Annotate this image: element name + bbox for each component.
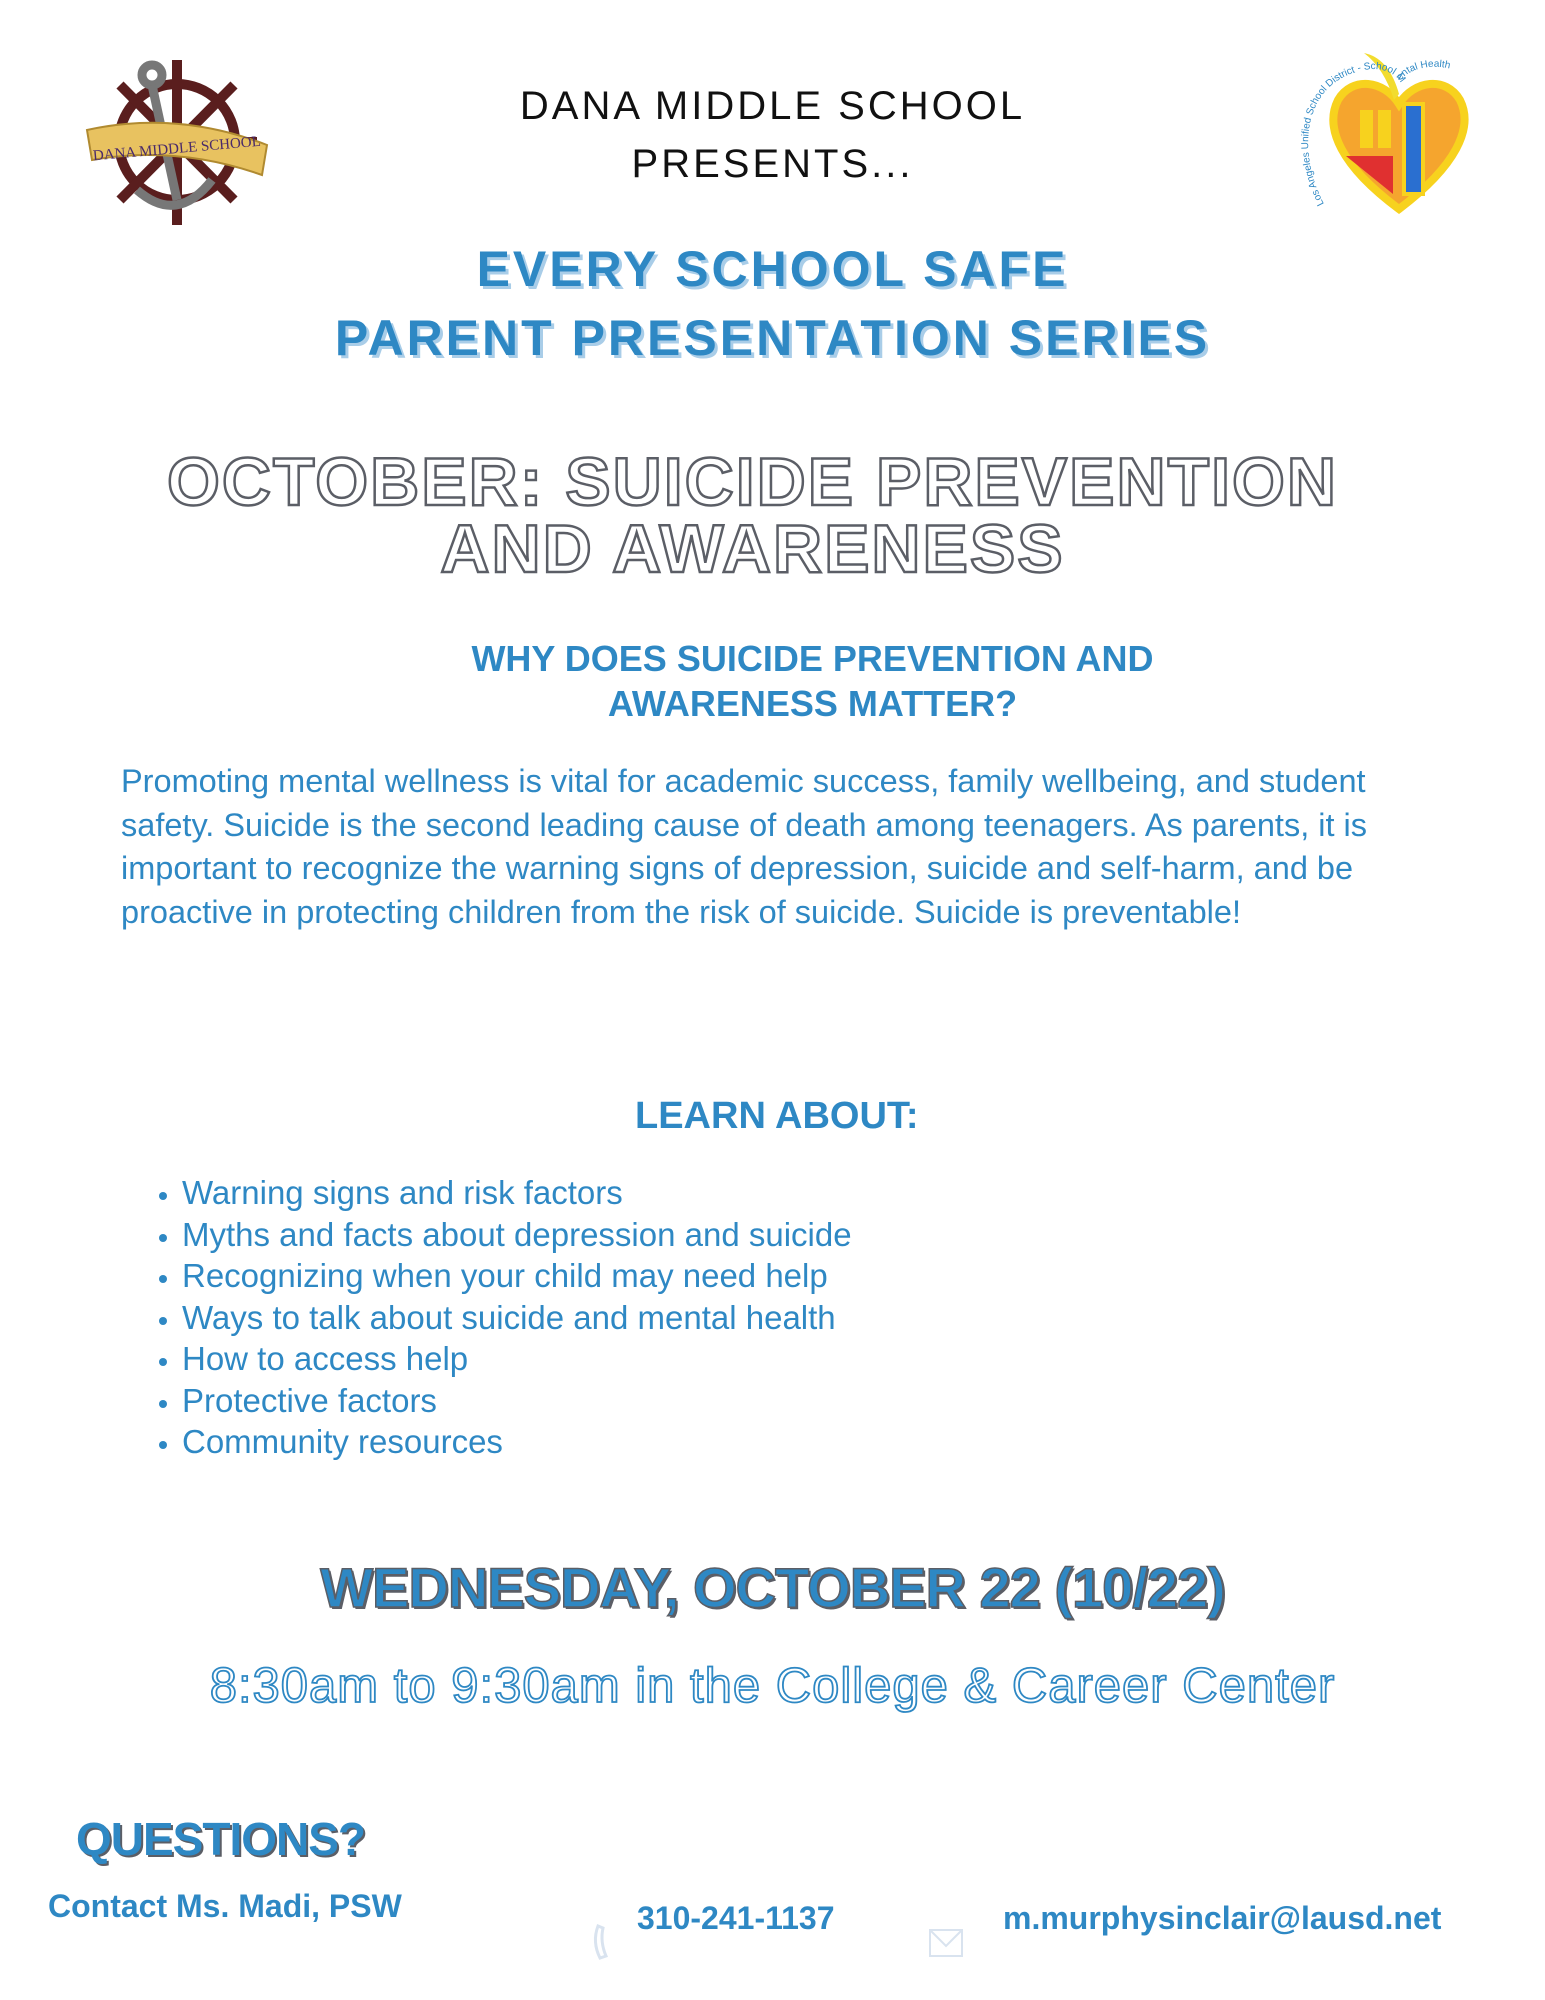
right-logo-text: Los Angeles Unified School District - School Mental Health: [1300, 58, 1452, 208]
list-item: • Ways to talk about suicide and mental health: [182, 1297, 852, 1339]
why-paragraph: Promoting mental wellness is vital for academic success, family wellbeing, and student safety. Suicide is the second leading cause of death among teenagers. As parents, it is important to recognize the warning signs of depression, suicide and self-harm, and be proactive in protecting children from the risk of suicide. Suicide is preventable!: [121, 763, 1367, 930]
list-item: • How to access help: [182, 1338, 852, 1380]
header-line-1: DANA MIDDLE SCHOOL: [519, 84, 1026, 128]
list-item: • Warning signs and risk factors: [182, 1172, 852, 1214]
list-item: • Recognizing when your child may need help: [182, 1255, 852, 1297]
learn-heading: LEARN ABOUT:: [635, 1095, 919, 1137]
learn-list: [140, 1172, 852, 1463]
event-time-place: 8:30am to 9:30am in the College & Career Center: [209, 1659, 1336, 1713]
why-heading-line-2: AWARENESS MATTER?: [607, 683, 1018, 724]
contact-name: Contact Ms. Madi, PSW: [48, 1888, 402, 1924]
phone-icon: [590, 1922, 618, 1967]
left-logo-text: DANA MIDDLE SCHOOL: [92, 133, 262, 165]
why-heading-line-1: WHY DOES SUICIDE PREVENTION AND: [471, 638, 1154, 679]
topic-title-line-1: OCTOBER: SUICIDE PREVENTION: [166, 444, 1339, 520]
header-line-2: PRESENTS...: [631, 142, 914, 186]
email-address[interactable]: m.murphysinclair@lausd.net: [1003, 1900, 1442, 1936]
series-title-line-2: PARENT PRESENTATION SERIES: [334, 310, 1211, 366]
envelope-icon: [928, 1928, 964, 1963]
series-title-line-1: EVERY SCHOOL SAFE: [476, 241, 1069, 297]
list-item: • Protective factors: [182, 1380, 852, 1422]
topic-title-line-2: AND AWARENESS: [440, 511, 1065, 587]
list-item: • Myths and facts about depression and suicide: [182, 1214, 852, 1256]
list-item: • Community resources: [182, 1421, 852, 1463]
phone-number[interactable]: 310-241-1137: [637, 1900, 835, 1936]
event-date: WEDNESDAY, OCTOBER 22 (10/22): [320, 1556, 1225, 1619]
questions-heading: QUESTIONS?: [76, 1813, 366, 1865]
